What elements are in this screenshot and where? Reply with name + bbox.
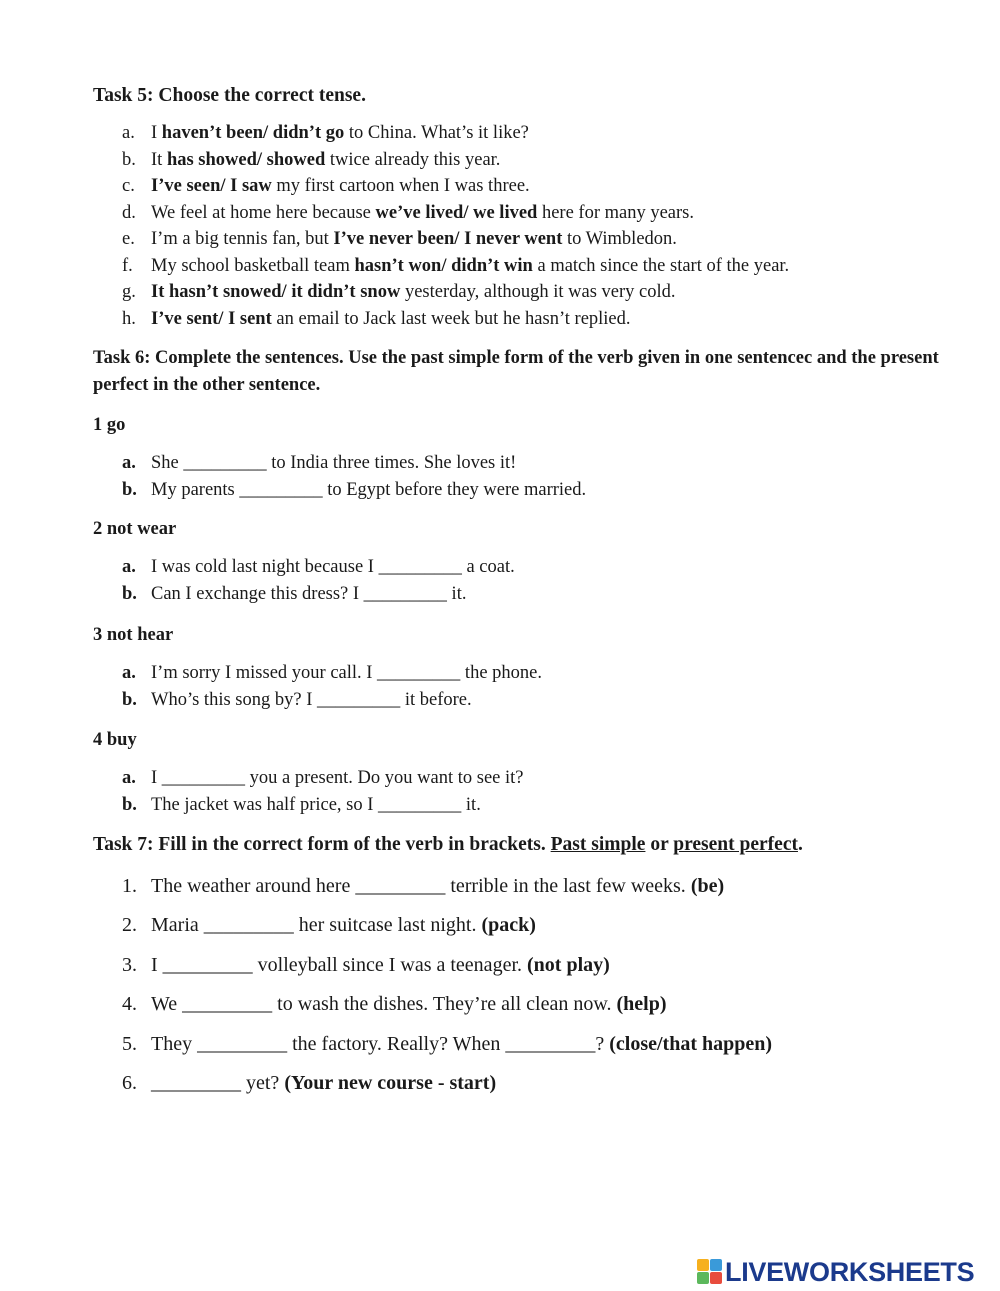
task7-title	[93, 835, 803, 855]
item-marker: a.	[122, 663, 136, 683]
sentence-fragment: to Wimbledon.	[562, 229, 677, 249]
sentence-text: The weather around here _________ terrible in the last few weeks.	[151, 875, 691, 897]
item-marker: a.	[122, 123, 135, 143]
item-text	[151, 915, 536, 935]
task7-title-end: .	[797, 834, 803, 855]
sentence-text: Maria _________ her suitcase last night.	[151, 914, 482, 936]
item-text: Who’s this song by? I _________ it before.	[151, 689, 472, 710]
item-text: My parents _________ to Egypt before they were married.	[151, 479, 587, 500]
sentence-text: I _________ volleyball since I was a teenager.	[151, 954, 527, 976]
item-text	[151, 1073, 496, 1093]
item-text	[151, 124, 529, 143]
task7-title-start: Task 7: Fill in the correct form of the verb in brackets.	[93, 834, 551, 855]
sentence-fragment: I	[151, 123, 162, 143]
item-marker: 6.	[122, 1072, 137, 1094]
verb-group-label: 1 go	[93, 415, 126, 435]
item-marker: 1.	[122, 875, 137, 897]
sentence-text: _________ yet?	[151, 1072, 285, 1094]
item-marker: b.	[122, 794, 137, 815]
item-marker: b.	[122, 150, 136, 170]
task7-title-past-simple: Past simple	[550, 834, 646, 855]
item-marker: c.	[122, 176, 135, 196]
item-marker: b.	[122, 583, 137, 604]
sentence-fragment: My school basketball team	[151, 256, 355, 276]
answer-options: I’ve never been/ I never went	[333, 229, 563, 249]
item-marker: 4.	[122, 993, 137, 1015]
verb-hint: (pack)	[481, 914, 536, 936]
item-marker: g.	[122, 282, 136, 302]
verb-group-label: 4 buy	[93, 730, 137, 750]
verb-hint: (not play)	[527, 954, 610, 976]
logo-text: LIVEWORKSHEETS	[725, 1257, 975, 1287]
item-text: I _________ you a present. Do you want to see it?	[151, 768, 524, 788]
item-marker: 3.	[122, 954, 137, 976]
item-text	[151, 283, 676, 302]
item-marker: 2.	[122, 914, 137, 936]
item-marker: a.	[122, 768, 136, 788]
verb-hint: (Your new course - start)	[284, 1072, 497, 1094]
sentence-text: They _________ the factory. Really? When _________?	[151, 1033, 610, 1055]
item-text	[151, 1034, 772, 1054]
item-marker: a.	[122, 557, 136, 577]
verb-group-label: 3 not hear	[93, 625, 174, 645]
item-marker: b.	[122, 689, 137, 710]
sentence-fragment: twice already this year.	[325, 150, 501, 170]
item-marker: a.	[122, 453, 136, 473]
item-text	[151, 204, 694, 223]
sentence-fragment: here for many years.	[537, 203, 695, 223]
item-marker: 5.	[122, 1033, 137, 1055]
item-marker: h.	[122, 309, 136, 329]
answer-options: hasn’t won/ didn’t win	[354, 256, 533, 276]
item-marker: e.	[122, 229, 135, 249]
item-text	[151, 257, 789, 276]
verb-hint: (close/that happen)	[609, 1033, 773, 1055]
item-marker: b.	[122, 479, 137, 500]
answer-options: we’ve lived/ we lived	[375, 203, 538, 223]
item-text: She _________ to India three times. She loves it!	[151, 453, 517, 473]
item-text	[151, 151, 500, 170]
task7-title-mid: or	[645, 834, 674, 855]
answer-options: has showed/ showed	[166, 150, 326, 170]
task6-title: Task 6: Complete the sentences. Use the past simple form of the verb given in one sentencec and the present perfect in the other sentence.	[93, 348, 939, 395]
item-text	[151, 230, 677, 249]
verb-hint: (help)	[616, 993, 667, 1015]
item-marker: f.	[122, 256, 133, 276]
item-marker: d.	[122, 203, 136, 223]
item-text: Can I exchange this dress? I _________ it.	[151, 583, 467, 604]
item-text	[151, 310, 631, 329]
sentence-fragment: my first cartoon when I was three.	[271, 176, 530, 196]
logo-blocks-icon	[697, 1259, 723, 1285]
item-text: I was cold last night because I _________ a coat.	[151, 557, 515, 577]
item-text	[151, 994, 667, 1014]
verb-group-label: 2 not wear	[93, 519, 177, 539]
sentence-fragment: It	[151, 150, 167, 170]
verb-hint: (be)	[690, 875, 725, 897]
sentence-fragment: I’m a big tennis fan, but	[151, 229, 334, 249]
sentence-fragment: We feel at home here because	[151, 203, 376, 223]
item-text	[151, 876, 724, 896]
item-text	[151, 955, 610, 975]
answer-options: It hasn’t snowed/ it didn’t snow	[151, 282, 401, 302]
item-text	[151, 177, 530, 196]
item-text: I’m sorry I missed your call. I _________ the phone.	[151, 663, 542, 683]
sentence-fragment: an email to Jack last week but he hasn’t replied.	[271, 309, 631, 329]
answer-options: I’ve sent/ I sent	[151, 309, 272, 329]
answer-options: I’ve seen/ I saw	[151, 176, 272, 196]
task5-title: Task 5: Choose the correct tense.	[93, 85, 366, 106]
task7-title-present-perfect: present perfect	[673, 834, 798, 855]
item-text: The jacket was half price, so I _________ it.	[151, 794, 481, 815]
sentence-fragment: to China. What’s it like?	[344, 123, 529, 143]
liveworksheets-logo	[697, 1257, 995, 1287]
sentence-fragment: a match since the start of the year.	[532, 256, 790, 276]
sentence-text: We _________ to wash the dishes. They’re all clean now.	[151, 993, 617, 1015]
answer-options: haven’t been/ didn’t go	[161, 123, 345, 143]
sentence-fragment: yesterday, although it was very cold.	[400, 282, 676, 302]
